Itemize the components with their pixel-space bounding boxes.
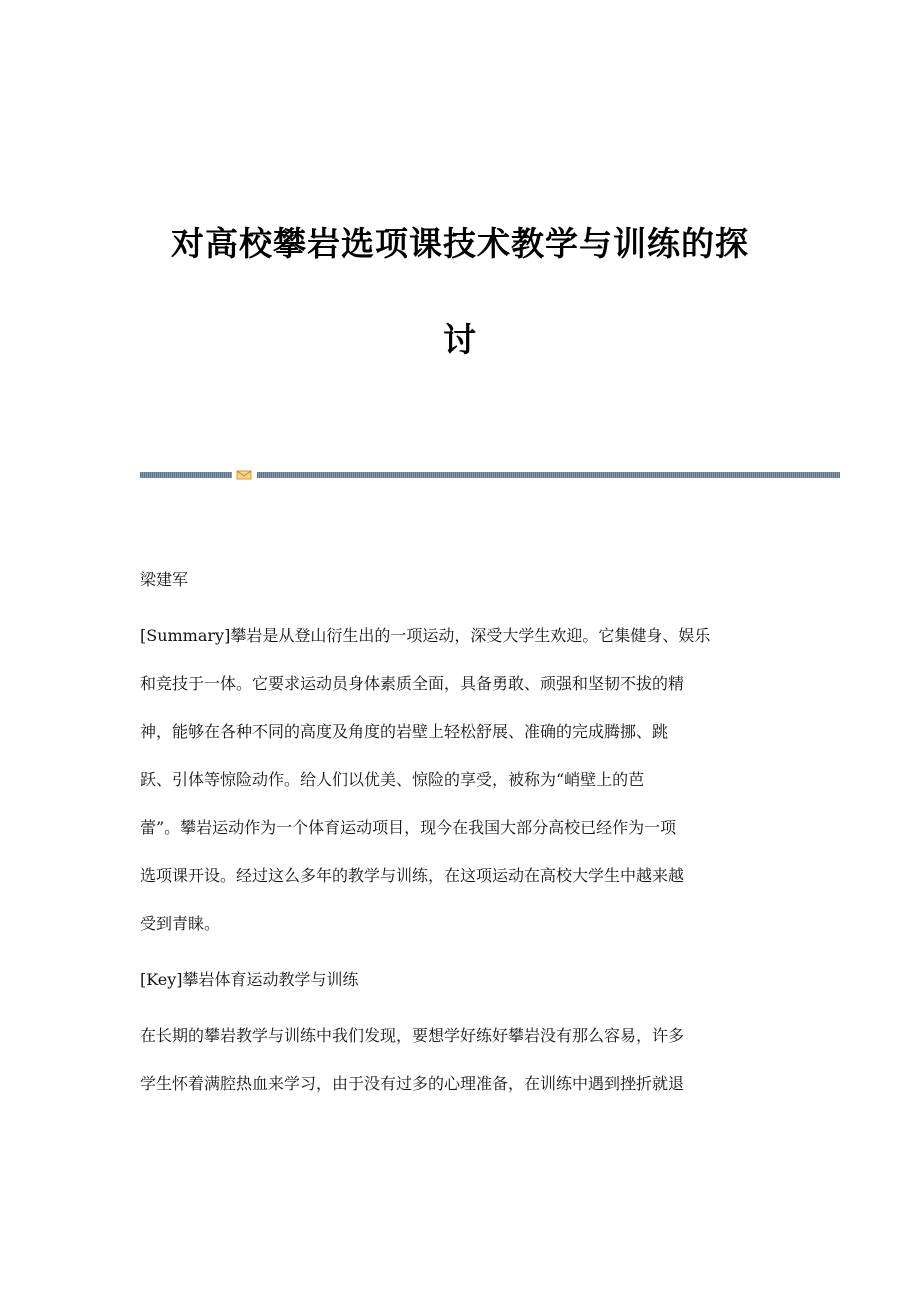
author-name: 梁建军 [140,570,189,589]
keywords-text: [Key]攀岩体育运动教学与训练 [140,970,359,989]
abstract-line: 和竞技于一体。它要求运动员身体素质全面，具备勇敢、顽强和坚韧不拔的精 [140,674,685,693]
page-title-line-1: 对高校攀岩选项课技术教学与训练的探 [171,224,749,263]
abstract-line: 蕾”。攀岩运动作为一个体育运动项目，现今在我国大部分高校已经作为一项 [140,818,677,837]
abstract-line: 选项课开设。经过这么多年的教学与训练，在这项运动在高校大学生中越来越 [140,866,685,885]
envelope-ornament-icon [236,470,252,480]
abstract-line: 跃、引体等惊险动作。给人们以优美、惊险的享受，被称为“峭壁上的芭 [140,770,645,789]
decorative-divider [140,470,840,480]
abstract-line: 神，能够在各种不同的高度及角度的岩壁上轻松舒展、准确的完成腾挪、跳 [140,722,669,741]
body-line: 在长期的攀岩教学与训练中我们发现，要想学好练好攀岩没有那么容易，许多 [140,1026,685,1045]
keywords-line [140,968,359,1016]
divider-bar-right [257,472,840,478]
body-paragraph [140,1024,684,1120]
body-line: 学生怀着满腔热血来学习，由于没有过多的心理准备，在训练中遇到挫折就退 [140,1074,685,1093]
divider-bar-left [140,472,232,478]
abstract-line: [Summary]攀岩是从登山衍生出的一项运动，深受大学生欢迎。它集健身、娱乐 [140,626,711,645]
abstract-paragraph [140,624,710,960]
abstract-line: 受到青睐。 [140,914,221,933]
page-title-line-2: 讨 [443,320,477,359]
